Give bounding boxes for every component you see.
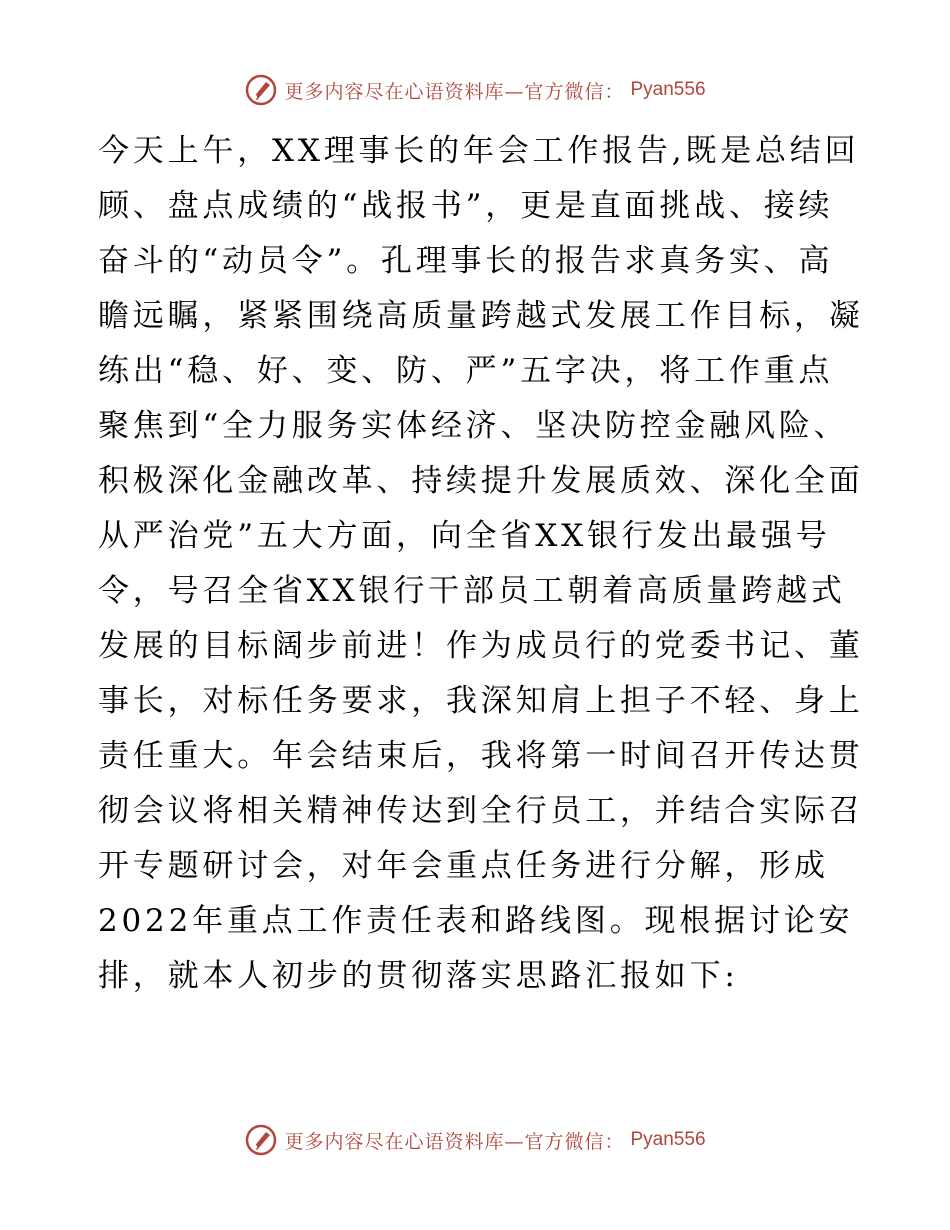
paragraph-line: 事长，对标任务要求，我深知肩上担子不轻、身上 (98, 683, 864, 719)
watermark-id: Pyan556 (630, 79, 706, 100)
paragraph-line: 奋斗的“动员令”。孔理事长的报告求真务实、高 (98, 243, 834, 279)
paragraph-line: 2022年重点工作责任表和路线图。现根据讨论安 (98, 903, 854, 939)
watermark-text: 更多内容尽在心语资料库—官方微信： (284, 80, 625, 103)
paragraph-line: 练出“稳、好、变、防、严”五字决，将工作重点 (98, 353, 834, 389)
paragraph-line: 积极深化金融改革、持续提升发展质效、深化全面 (98, 463, 864, 499)
body-paragraph (98, 124, 864, 1004)
paragraph-line: 排，就本人初步的贯彻落实思路汇报如下: (98, 958, 739, 994)
paragraph-line: 从严治党”五大方面，向全省XX银行发出最强号 (98, 518, 831, 554)
paragraph-line: 开专题研讨会，对年会重点任务进行分解，形成 (98, 848, 829, 884)
watermark-text: 更多内容尽在心语资料库—官方微信： (284, 1130, 625, 1153)
paragraph-line: 瞻远瞩，紧紧围绕高质量跨越式发展工作目标，凝 (98, 298, 864, 334)
footer-watermark (0, 1120, 950, 1160)
watermark-id: Pyan556 (630, 1129, 706, 1150)
paragraph-line: 聚焦到“全力服务实体经济、坚决防控金融风险、 (98, 408, 849, 444)
paragraph-line: 发展的目标阔步前进！作为成员行的党委书记、董 (98, 628, 864, 664)
paragraph-line: 彻会议将相关精神传达到全行员工，并结合实际召 (98, 793, 864, 829)
paragraph-line: 顾、盘点成绩的“战报书”，更是直面挑战、接续 (98, 188, 834, 224)
paragraph-line: 责任重大。年会结束后，我将第一时间召开传达贯 (98, 738, 864, 774)
header-watermark (0, 70, 950, 110)
paragraph-line: 令，号召全省XX银行干部员工朝着高质量跨越式 (98, 573, 846, 609)
pen-logo-icon (244, 1123, 278, 1157)
pen-logo-icon (244, 73, 278, 107)
paragraph-line: 今天上午，XX理事长的年会工作报告,既是总结回 (98, 133, 860, 169)
